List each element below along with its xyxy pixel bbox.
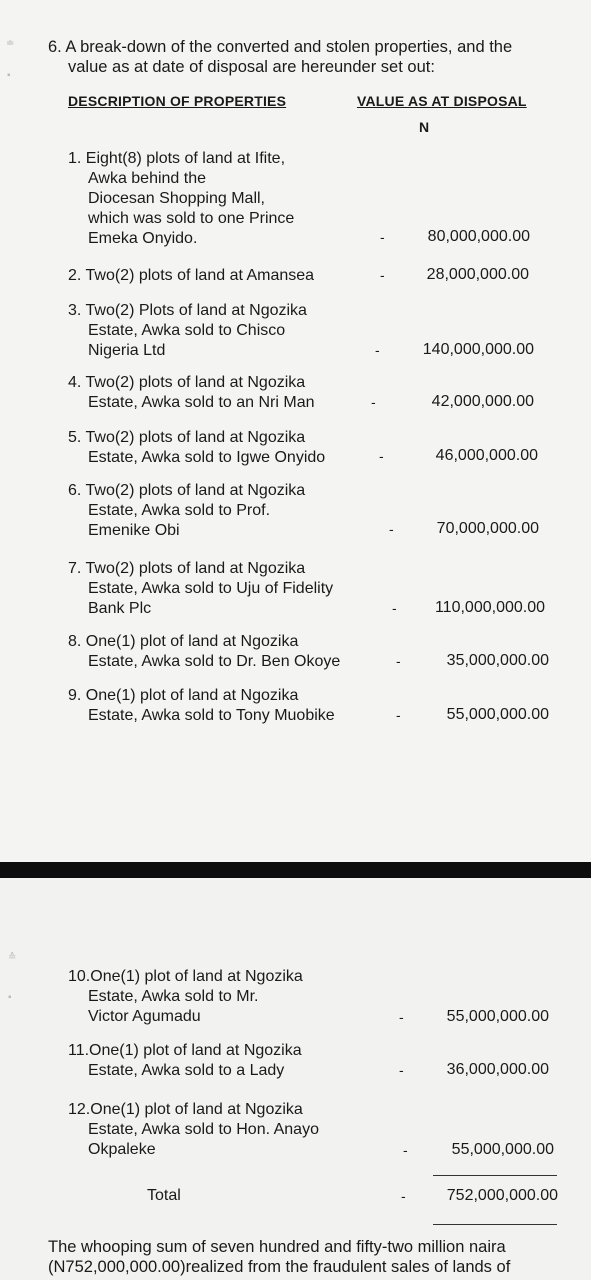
item-line: 10.One(1) plot of land at Ngozika: [68, 968, 303, 985]
item-line: Nigeria Ltd: [88, 342, 166, 359]
item-dash: -: [380, 229, 385, 245]
margin-mark: ▪: [8, 992, 12, 1003]
item-line: Diocesan Shopping Mall,: [88, 190, 265, 207]
item-line: 3. Two(2) Plots of land at Ngozika: [68, 302, 307, 319]
item-line: Okpaleke: [88, 1141, 156, 1158]
total-dash: -: [401, 1188, 406, 1204]
item-line: Victor Agumadu: [88, 1008, 201, 1025]
item-line: Estate, Awka sold to Dr. Ben Okoye: [88, 653, 341, 670]
item-amount: 35,000,000.00: [446, 652, 549, 669]
item-line: 8. One(1) plot of land at Ngozika: [68, 633, 299, 650]
item-dash: -: [396, 707, 401, 723]
item-line: 4. Two(2) plots of land at Ngozika: [68, 374, 306, 391]
item-line: 11.One(1) plot of land at Ngozika: [68, 1042, 302, 1059]
column-header-description: DESCRIPTION OF PROPERTIES: [68, 93, 287, 109]
item-dash: -: [396, 653, 401, 669]
closing-line-1: The whooping sum of seven hundred and fifty-two million naira: [48, 1238, 506, 1256]
item-line: Awka behind the: [88, 170, 207, 187]
item-dash: -: [389, 521, 394, 537]
item-line: Emeka Onyido.: [88, 230, 198, 247]
item-amount: 80,000,000.00: [427, 228, 530, 245]
intro-line-1: 6. A break-down of the converted and stolen properties, and the: [48, 38, 513, 56]
item-amount: 42,000,000.00: [431, 393, 534, 410]
item-amount: 28,000,000.00: [426, 266, 529, 283]
page-break-bar: [0, 862, 591, 878]
item-line: 1. Eight(8) plots of land at Ifite,: [68, 150, 286, 167]
total-amount: 752,000,000.00: [446, 1187, 558, 1204]
currency-symbol: N: [419, 119, 430, 135]
item-line: Estate, Awka sold to Chisco: [88, 322, 286, 339]
document-page-2: [0, 878, 591, 1280]
item-dash: -: [379, 448, 384, 464]
item-line: Estate, Awka sold to a Lady: [88, 1062, 285, 1079]
item-line: Estate, Awka sold to Hon. Anayo: [88, 1121, 319, 1138]
item-line: Estate, Awka sold to Tony Muobike: [88, 707, 335, 724]
item-amount: 46,000,000.00: [435, 447, 538, 464]
subtotal-rule: [433, 1175, 557, 1176]
item-line: which was sold to one Prince: [88, 210, 295, 227]
item-line: Estate, Awka sold to Prof.: [88, 502, 271, 519]
item-line: 9. One(1) plot of land at Ngozika: [68, 687, 299, 704]
margin-mark: ≐: [6, 38, 15, 49]
total-label: Total: [147, 1187, 181, 1204]
item-amount: 55,000,000.00: [446, 706, 549, 723]
item-line: Emenike Obi: [88, 522, 180, 539]
item-amount: 70,000,000.00: [436, 520, 539, 537]
item-line: Estate, Awka sold to Igwe Onyido: [88, 449, 326, 466]
item-dash: -: [371, 394, 376, 410]
item-line: 5. Two(2) plots of land at Ngozika: [68, 429, 306, 446]
item-line: Bank Plc: [88, 600, 152, 617]
item-amount: 55,000,000.00: [446, 1008, 549, 1025]
item-dash: -: [380, 267, 385, 283]
intro-line-2: value as at date of disposal are hereunder set out:: [68, 58, 435, 76]
item-line: Estate, Awka sold to an Nri Man: [88, 394, 315, 411]
item-amount: 110,000,000.00: [434, 599, 545, 616]
item-amount: 36,000,000.00: [446, 1061, 549, 1078]
item-line: Estate, Awka sold to Uju of Fidelity: [88, 580, 334, 597]
item-dash: -: [399, 1009, 404, 1025]
item-dash: -: [392, 600, 397, 616]
margin-mark: ≙: [8, 952, 17, 963]
item-line: 12.One(1) plot of land at Ngozika: [68, 1101, 303, 1118]
item-dash: -: [403, 1142, 408, 1158]
total-rule: [433, 1224, 557, 1225]
item-amount: 55,000,000.00: [451, 1141, 554, 1158]
column-header-value: VALUE AS AT DISPOSAL: [357, 93, 527, 109]
item-dash: -: [399, 1062, 404, 1078]
item-line: 7. Two(2) plots of land at Ngozika: [68, 560, 306, 577]
item-amount: 140,000,000.00: [422, 341, 534, 358]
closing-line-2: (N752,000,000.00)realized from the fraudulent sales of lands of: [48, 1258, 511, 1276]
item-line: Estate, Awka sold to Mr.: [88, 988, 259, 1005]
item-dash: -: [375, 342, 380, 358]
margin-mark: ▪: [7, 70, 11, 81]
item-line: 6. Two(2) plots of land at Ngozika: [68, 482, 306, 499]
item-line: 2. Two(2) plots of land at Amansea: [68, 267, 315, 284]
